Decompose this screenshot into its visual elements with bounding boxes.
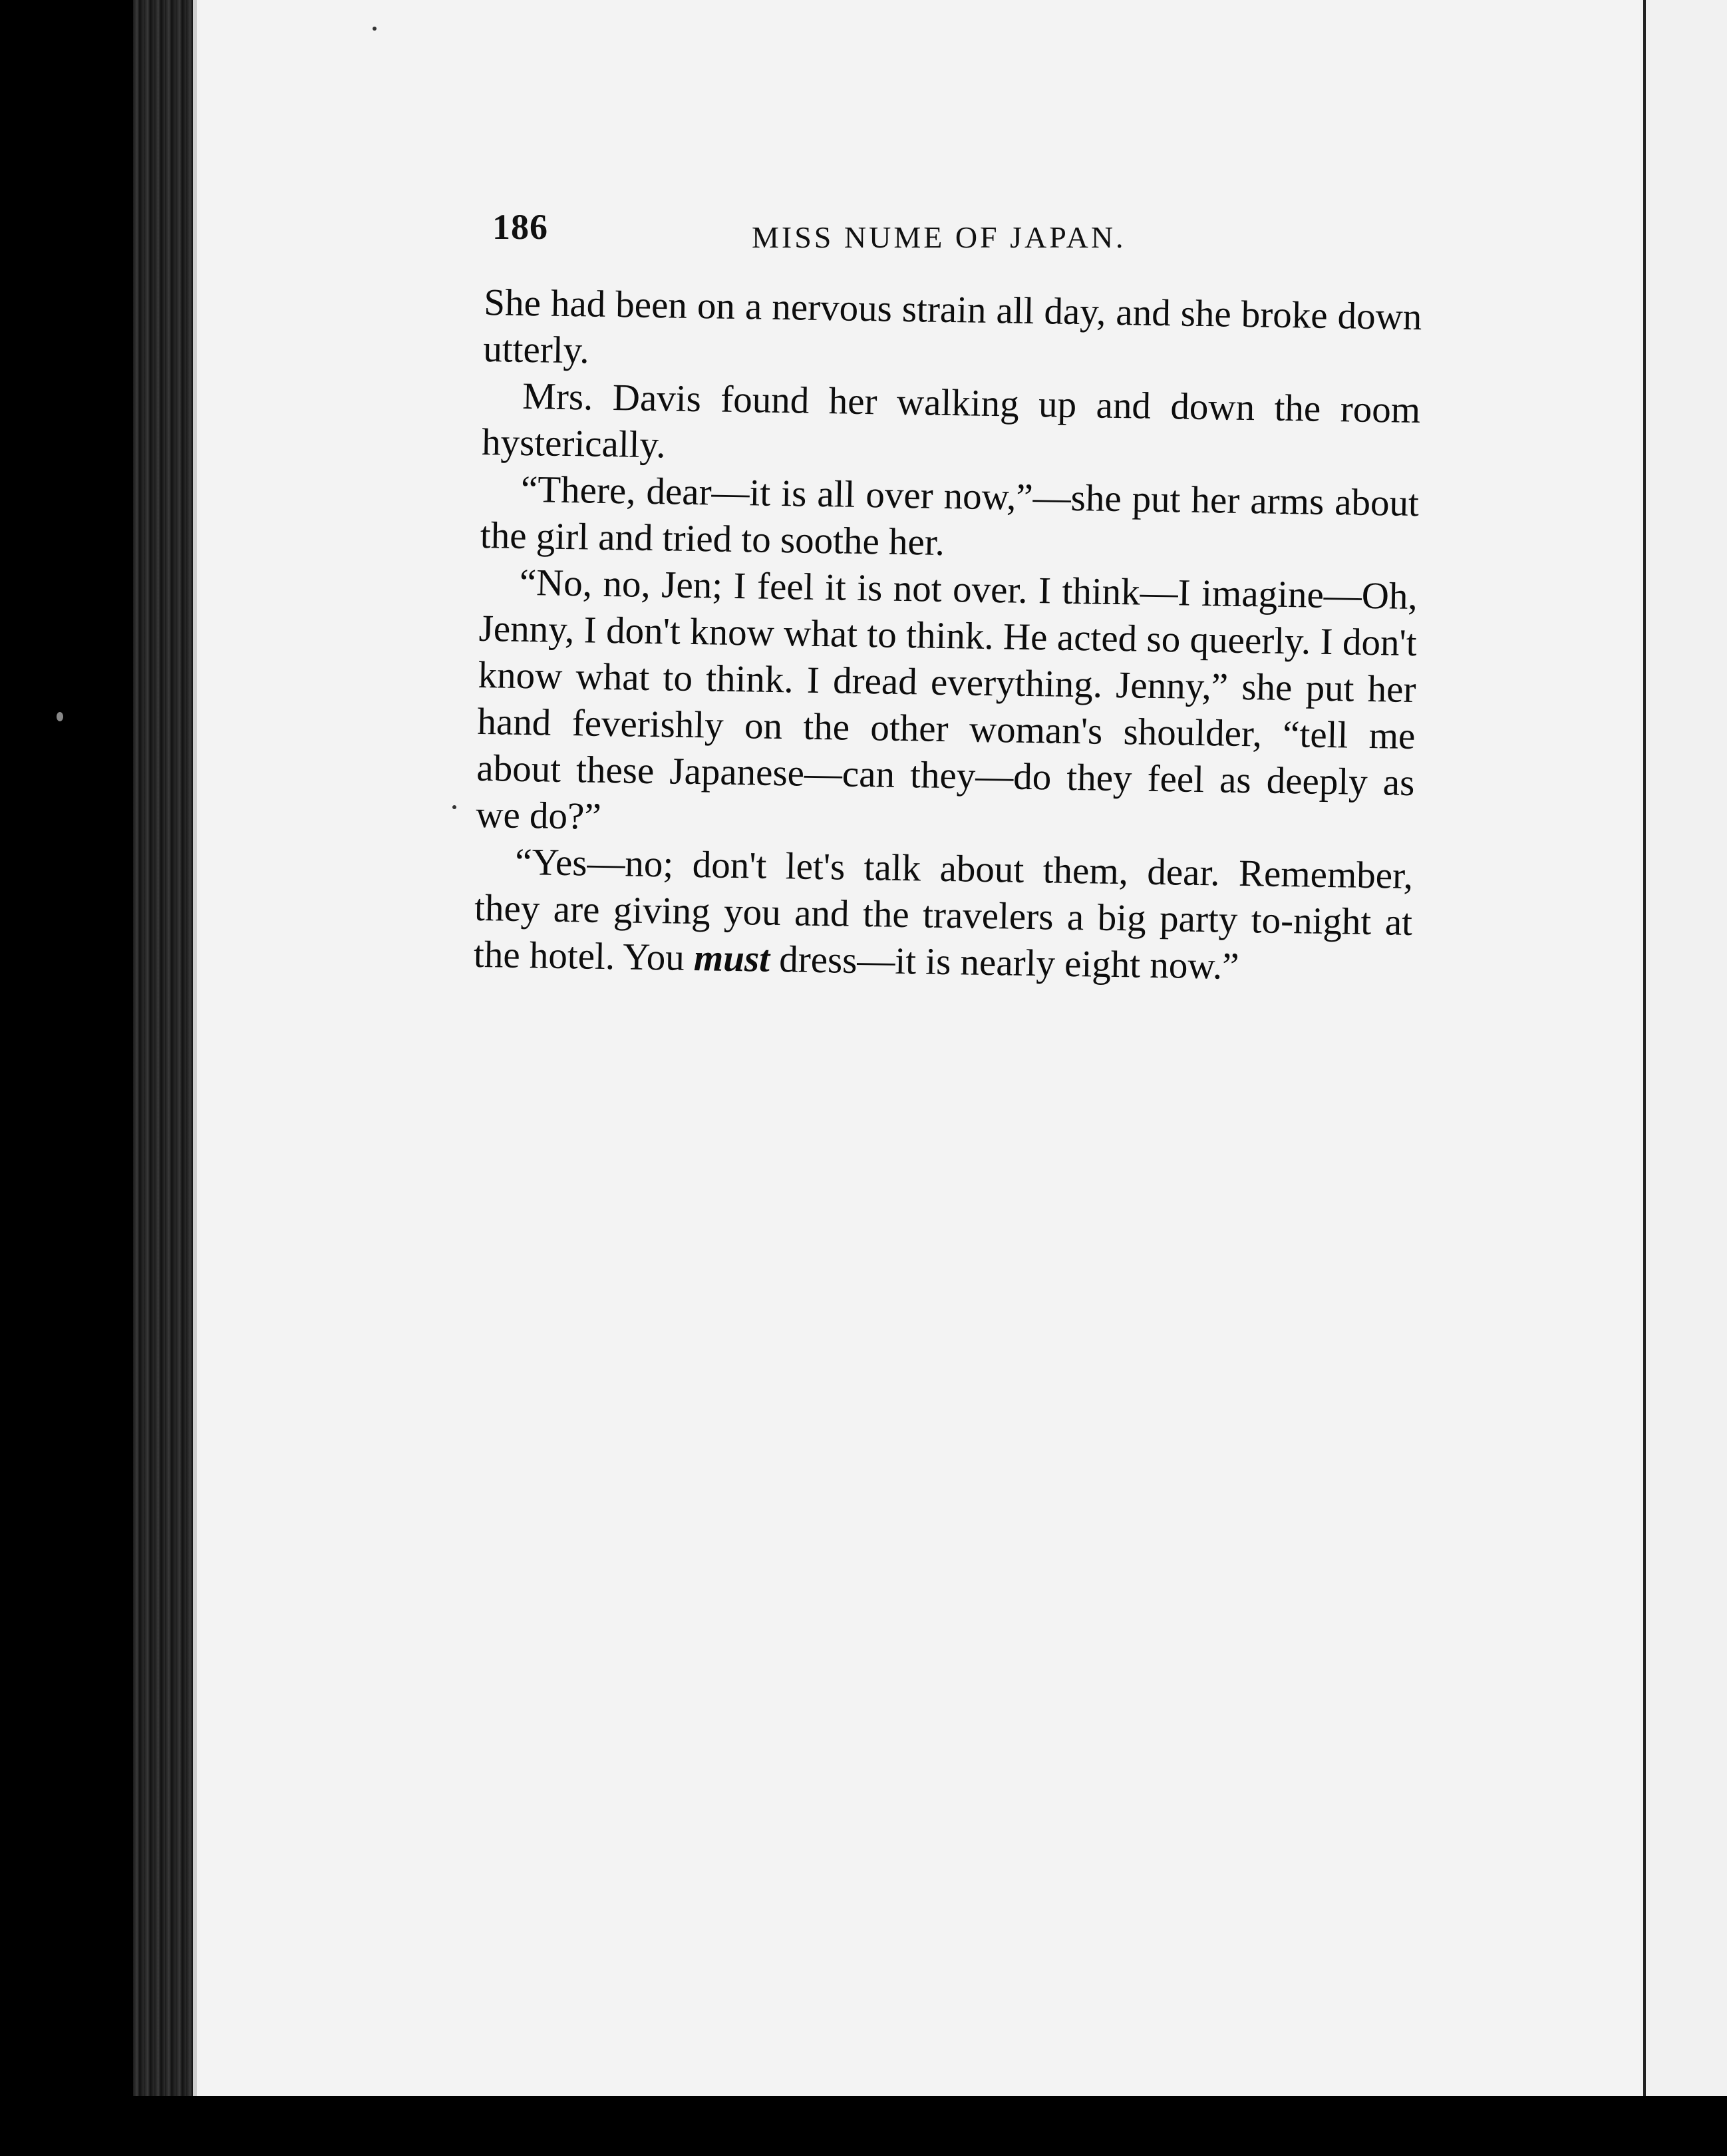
- paragraph: She had been on a nervous strain all day, and she broke down utterly.: [482, 281, 1422, 372]
- running-head: [492, 206, 1184, 266]
- page-number: 186: [492, 207, 548, 247]
- facing-page-edge: [1643, 0, 1727, 2156]
- paragraph: Mrs. Davis found her walking up and down the room hysterically.: [481, 375, 1421, 466]
- paragraph: “There, dear—it is all over now,”—she put her arms about the girl and tried to soothe her.: [480, 468, 1420, 564]
- speck: [373, 27, 377, 31]
- emphasis-word: must: [693, 937, 770, 980]
- paragraph: “No, no, Jen; I feel it is not over. I think—I imagine—Oh, Jenny, I don't know what to think. He acted so queerly. I don't know what to think. I dread everything. Jenny,” she put her hand feverishly on the other woman's shoulder, “tell me about these Japanese—can they—do they feel as deeply as we do?”: [475, 561, 1418, 838]
- paragraph-last: [474, 838, 1414, 993]
- speck: [57, 712, 63, 721]
- running-title: MISS NUME OF JAPAN.: [752, 220, 1126, 254]
- text-run: dress—it is nearly eight now.”: [769, 938, 1239, 988]
- body-text: [474, 279, 1422, 993]
- speck: [452, 805, 456, 809]
- bottom-shadow: [133, 2096, 1727, 2156]
- text-run: “Yes—no; don't let's talk about them, dear. Remember, they are giving you and the travelers a big party to-night at the hotel. You: [473, 840, 1414, 980]
